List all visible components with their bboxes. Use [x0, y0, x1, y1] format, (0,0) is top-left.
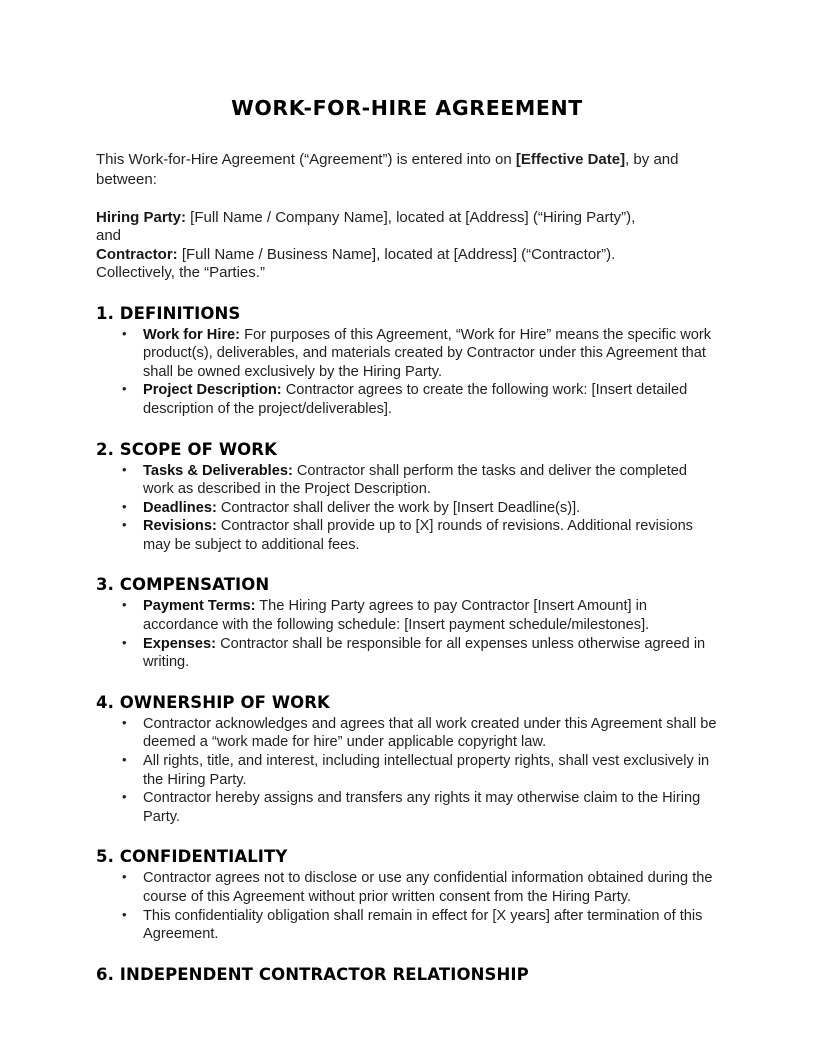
list-item [96, 462, 718, 499]
list-item-lead: Project Description: [143, 382, 282, 399]
hiring-party-label: Hiring Party: [96, 208, 187, 226]
effective-date-placeholder: [Effective Date] [515, 150, 626, 168]
list-item-text: Contractor acknowledges and agrees that all work created under this Agreement shall be deemed a “work made for hire” under applicable copyright law. [143, 715, 717, 751]
section-heading: 5. CONFIDENTIALITY [96, 847, 288, 867]
list-item-lead: Work for Hire: [143, 326, 241, 343]
intro-text-before: This Work-for-Hire Agreement (“Agreement”) is entered into on [96, 150, 516, 168]
list-item [96, 635, 718, 672]
list-item [96, 715, 718, 752]
section-heading: 2. SCOPE OF WORK [96, 439, 277, 459]
list-item-text: All rights, title, and interest, including intellectual property rights, shall vest exclusively in the Hiring Party. [143, 753, 710, 788]
list-item-text: Contractor shall deliver the work by [Insert Deadline(s)]. [216, 499, 581, 516]
contractor-label: Contractor: [96, 245, 178, 263]
parties-collectively: Collectively, the “Parties.” [96, 264, 265, 282]
list-item-lead: Expenses: [143, 635, 217, 652]
list-item-lead: Revisions: [143, 518, 217, 535]
list-item-text: Contractor hereby assigns and transfers any rights it may otherwise claim to the Hiring Party. [143, 790, 701, 825]
list-item [96, 517, 718, 554]
list-item-text: Contractor shall provide up to [X] rounds of revisions. Additional revisions may be subject to additional fees. [143, 518, 693, 553]
list-item [96, 326, 718, 382]
list-item [96, 597, 718, 634]
sections-container [96, 283, 718, 987]
section-heading: 6. INDEPENDENT CONTRACTOR RELATIONSHIP [96, 964, 529, 984]
list-item-text: This confidentiality obligation shall remain in effect for [X years] after termination of this Agreement. [143, 907, 703, 943]
list-item [96, 789, 718, 826]
hiring-party-text: [Full Name / Company Name], located at [Address] (“Hiring Party”), [186, 208, 636, 226]
list-item [96, 381, 718, 418]
intro-paragraph [96, 120, 718, 190]
section-bullet-list [96, 869, 718, 943]
intro-text-after: , by and between: [96, 150, 679, 188]
list-item-lead: Payment Terms: [143, 598, 256, 615]
section-bullet-list [96, 326, 718, 419]
list-item-lead: Deadlines: [143, 499, 217, 516]
contractor-text: [Full Name / Business Name], located at [Address] (“Contractor”). [177, 245, 616, 263]
list-item [96, 752, 718, 789]
list-item-text: Contractor shall perform the tasks and deliver the completed work as described in the Project Description. [143, 462, 688, 498]
section-heading: 1. DEFINITIONS [96, 303, 241, 323]
list-item-text: Contractor agrees to create the following work: [Insert detailed description of the project/deliverables]. [143, 382, 688, 417]
list-item-lead: Tasks & Deliverables: [143, 462, 293, 479]
list-item [96, 907, 718, 944]
list-item [96, 499, 718, 518]
list-item-text: Contractor agrees not to disclose or use any confidential information obtained during the course of this Agreement without prior written consent from the Hiring Party. [143, 870, 713, 906]
document-content [96, 0, 718, 987]
list-item-text: For purposes of this Agreement, “Work for Hire” means the specific work product(s), deliverables, and materials created by Contractor under this Agreement that shall be owned exclusively by the Hiring Party. [143, 326, 712, 380]
list-item-text: The Hiring Party agrees to pay Contractor [Insert Amount] in accordance with the following schedule: [Insert payment schedule/milestones]. [143, 598, 650, 634]
section-bullet-list [96, 597, 718, 671]
parties-block [96, 190, 718, 283]
section-heading: 3. COMPENSATION [96, 575, 270, 595]
list-item [96, 869, 718, 906]
parties-conjunction: and [96, 227, 122, 245]
document-title: WORK-FOR-HIRE AGREEMENT [231, 96, 583, 120]
section-bullet-list [96, 462, 718, 555]
section-bullet-list [96, 715, 718, 827]
section-heading: 4. OWNERSHIP OF WORK [96, 692, 330, 712]
list-item-text: Contractor shall be responsible for all expenses unless otherwise agreed in writing. [143, 635, 706, 671]
